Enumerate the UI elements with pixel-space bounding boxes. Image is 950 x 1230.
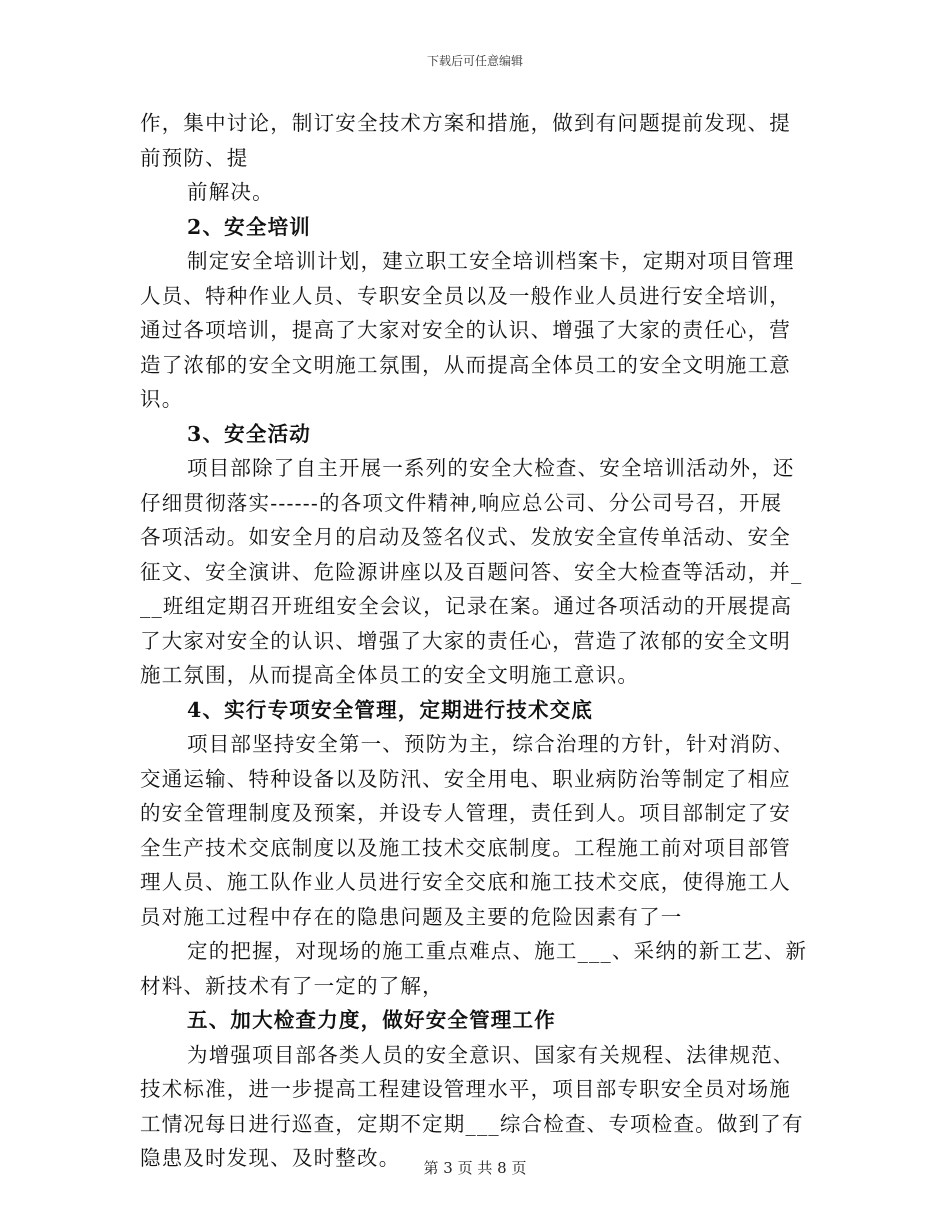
- text-line: 全生产技术交底制度以及施工技术交底制度。工程施工前对项目部管: [140, 835, 791, 860]
- text-line: 材料、新技术有了一定的了解，: [140, 973, 444, 998]
- text-line: 交通运输、特种设备以及防汛、安全用电、职业病防治等制定了相应: [140, 766, 791, 791]
- text-line: 施工氛围，从而提高全体员工的安全文明施工意识。: [140, 663, 640, 687]
- text-line: 理人员、施工队作业人员进行安全交底和施工技术交底，使得施工人: [140, 870, 791, 894]
- text-line: 各项活动。如安全月的启动及签名仪式、发放安全宣传单活动、安全: [140, 525, 791, 549]
- text-line: 的安全管理制度及预案，并设专人管理，责任到人。项目部制定了安: [140, 801, 791, 825]
- page-header: 下载后可任意编辑: [426, 54, 523, 68]
- page-footer: 第 3 页 共 8 页: [423, 1159, 527, 1177]
- section-heading: 4、实行专项安全管理，定期进行技术交底: [187, 697, 594, 722]
- text-line: 项目部除了自主开展一系列的安全大检查、安全培训活动外，还: [187, 456, 795, 480]
- text-line: 征文、安全演讲、危险源讲座以及百题问答、安全大检查等活动，并_: [140, 559, 803, 584]
- document-body: [140, 106, 810, 1176]
- text-line: 隐患及时发现、及时整改。: [140, 1146, 401, 1170]
- text-line: 仔细贯彻落实------的各项文件精神,响应总公司、分公司号召，开展: [140, 490, 783, 515]
- text-line: 人员、特种作业人员、专职安全员以及一般作业人员进行安全培训，: [140, 283, 791, 308]
- text-line: 技术标准，进一步提高工程建设管理水平，项目部专职安全员对场施: [140, 1077, 791, 1101]
- text-line: 造了浓郁的安全文明施工氛围，从而提高全体员工的安全文明施工意: [140, 352, 791, 377]
- text-line: 员对施工过程中存在的隐患问题及主要的危险因素有了一: [140, 904, 683, 929]
- section-heading: 3、安全活动: [187, 421, 311, 446]
- text-line: 了大家对安全的认识、增强了大家的责任心，营造了浓郁的安全文明: [140, 628, 791, 653]
- text-line: 前解决。: [187, 180, 274, 204]
- text-line: 作，集中讨论，制订安全技术方案和措施，做到有问题提前发现、提: [140, 111, 791, 135]
- text-line: 项目部坚持安全第一、预防为主，综合治理的方针，针对消防、: [187, 732, 795, 756]
- text-line: __班组定期召开班组安全会议，记录在案。通过各项活动的开展提高: [140, 594, 793, 618]
- text-line: 定的把握，对现场的施工重点难点、施工___、采纳的新工艺、新: [187, 939, 808, 963]
- text-line: 制定安全培训计划，建立职工安全培训档案卡，定期对项目管理: [187, 249, 795, 273]
- section-heading: 五、加大检查力度，做好安全管理工作: [187, 1008, 556, 1032]
- section-heading: 2、安全培训: [187, 214, 311, 239]
- text-line: 为增强项目部各类人员的安全意识、国家有关规程、法律规范、: [187, 1042, 795, 1067]
- text-line: 前预防、提: [140, 145, 249, 170]
- text-line: 通过各项培训，提高了大家对安全的认识、增强了大家的责任心，营: [140, 318, 791, 342]
- text-line: 工情况每日进行巡查，定期不定期___综合检查、专项检查。做到了有: [140, 1111, 804, 1136]
- text-line: 识。: [140, 387, 184, 411]
